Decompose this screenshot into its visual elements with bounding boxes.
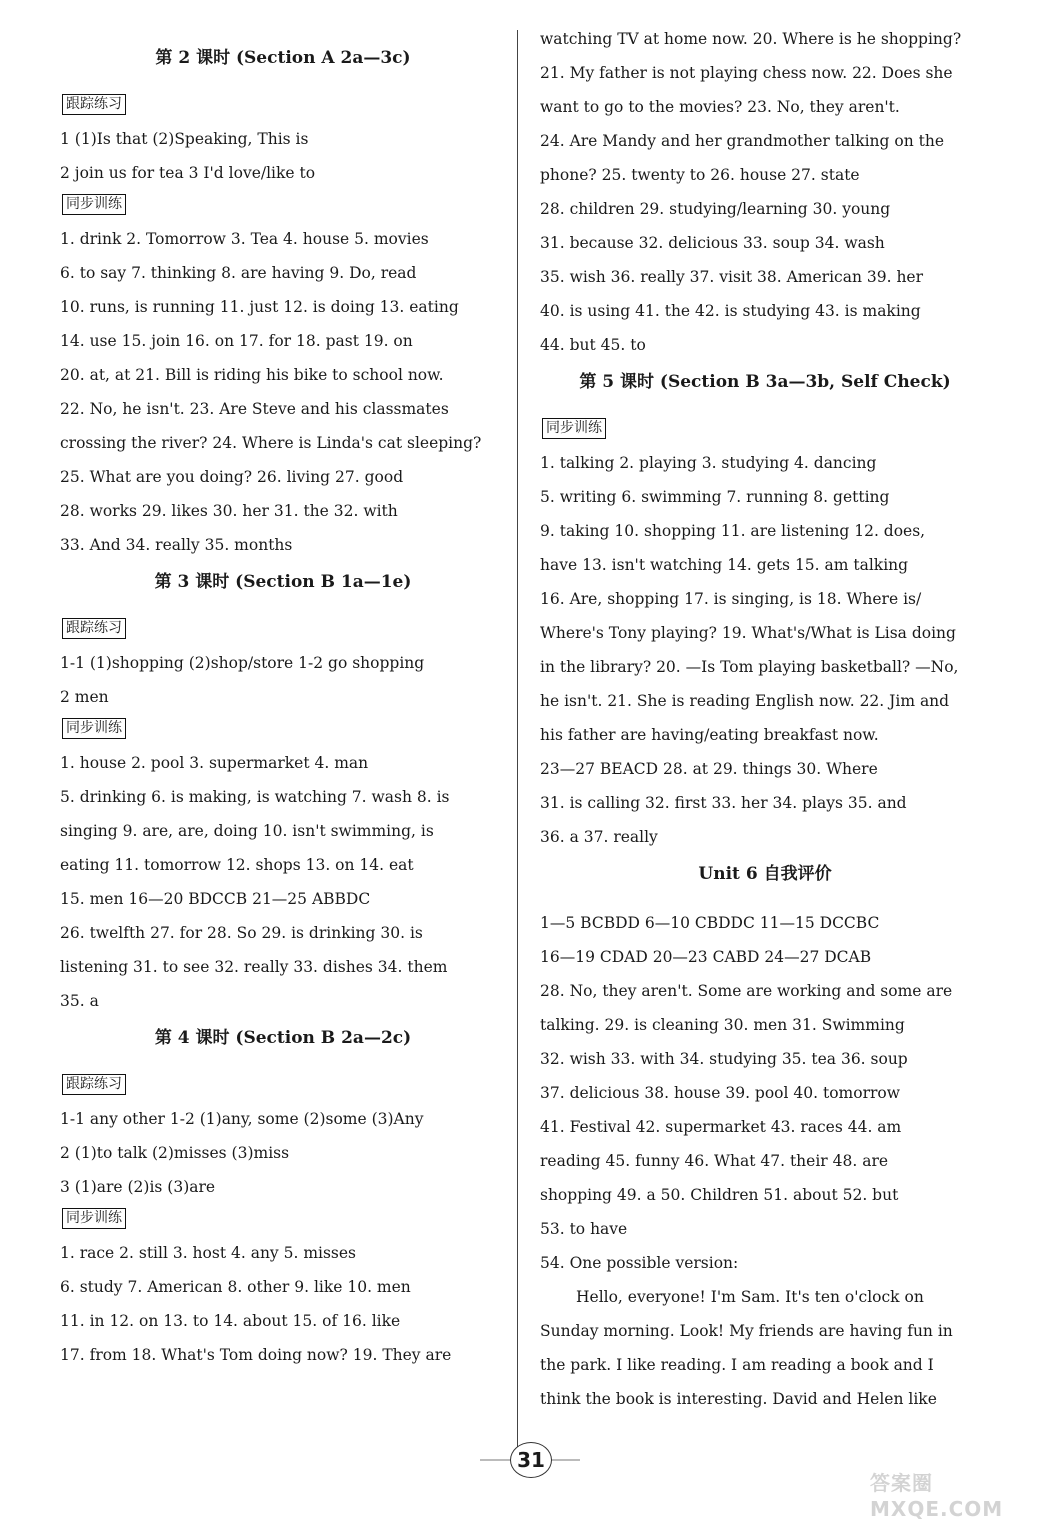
answer-line: 21. My father is not playing chess now. 22. Does she	[540, 64, 953, 82]
answer-line: have 13. isn't watching 14. gets 15. am talking	[540, 556, 909, 574]
answer-line: watching TV at home now. 20. Where is he shopping?	[540, 30, 962, 48]
exercise-tag: 同步训练	[62, 1208, 126, 1229]
exercise-tag: 同步训练	[62, 194, 126, 215]
answer-line: 16. Are, shopping 17. is singing, is 18. Where is/	[540, 590, 922, 608]
exercise-tag-row	[60, 714, 506, 746]
answer-line: 2 men	[60, 688, 109, 706]
answer-line: 22. No, he isn't. 23. Are Steve and his classmates	[60, 400, 449, 418]
answer-line: 40. is using 41. the 42. is studying 43. is making	[540, 302, 921, 320]
answer-line: 54. One possible version:	[540, 1254, 739, 1272]
answer-line: 1—5 BCBDD 6—10 CBDDC 11—15 DCCBC	[540, 914, 880, 932]
answer-line: 15. men 16—20 BDCCB 21—25 ABBDC	[60, 890, 371, 908]
answer-line: think the book is interesting. David and Helen like	[540, 1390, 937, 1408]
answer-line: want to go to the movies? 23. No, they aren't.	[540, 98, 900, 116]
page-number-badge	[480, 1440, 580, 1480]
answer-line: 28. No, they aren't. Some are working and some are	[540, 982, 953, 1000]
answer-line: 5. writing 6. swimming 7. running 8. getting	[540, 488, 890, 506]
answer-line: 35. wish 36. really 37. visit 38. American 39. her	[540, 268, 924, 286]
answer-line: 31. is calling 32. first 33. her 34. plays 35. and	[540, 794, 907, 812]
section-title: 第 5 课时 (Section B 3a—3b, Self Check)	[579, 372, 951, 392]
answer-line: Where's Tony playing? 19. What's/What is Lisa doing	[540, 624, 956, 642]
answer-line: 17. from 18. What's Tom doing now? 19. They are	[60, 1346, 452, 1364]
exercise-tag-row	[60, 1204, 506, 1236]
section-title: 第 3 课时 (Section B 1a—1e)	[154, 572, 412, 592]
answer-line: 9. taking 10. shopping 11. are listening 12. does,	[540, 522, 926, 540]
answer-line: 1. race 2. still 3. host 4. any 5. misses	[60, 1244, 357, 1262]
answer-line: 33. And 34. really 35. months	[60, 536, 293, 554]
exercise-tag: 同步训练	[542, 418, 606, 439]
answer-line: listening 31. to see 32. really 33. dishes 34. them	[60, 958, 448, 976]
page-number: 31	[510, 1442, 552, 1478]
answer-line: shopping 49. a 50. Children 51. about 52. but	[540, 1186, 899, 1204]
section-title: 第 2 课时 (Section A 2a—3c)	[155, 48, 411, 68]
answer-line: 35. a	[60, 992, 99, 1010]
answer-line: 1-1 (1)shopping (2)shop/store 1-2 go shopping	[60, 654, 425, 672]
answer-line: 24. Are Mandy and her grandmother talking on the	[540, 132, 945, 150]
answer-line: 25. What are you doing? 26. living 27. good	[60, 468, 404, 486]
section-title: Unit 6 自我评价	[698, 864, 832, 884]
answer-line: 41. Festival 42. supermarket 43. races 44. am	[540, 1118, 902, 1136]
answer-line: 1. drink 2. Tomorrow 3. Tea 4. house 5. movies	[60, 230, 429, 248]
exercise-tag: 跟踪练习	[62, 618, 126, 639]
answer-line: 2 join us for tea 3 I'd love/like to	[60, 164, 316, 182]
exercise-tag-row	[60, 90, 506, 122]
answer-line: 28. works 29. likes 30. her 31. the 32. with	[60, 502, 398, 520]
answer-line: 1. talking 2. playing 3. studying 4. dancing	[540, 454, 877, 472]
answer-line: 1 (1)Is that (2)Speaking, This is	[60, 130, 309, 148]
answer-line: 3 (1)are (2)is (3)are	[60, 1178, 216, 1196]
section-title: 第 4 课时 (Section B 2a—2c)	[154, 1028, 412, 1048]
answer-line: 37. delicious 38. house 39. pool 40. tomorrow	[540, 1084, 900, 1102]
answer-line: 23—27 BEACD 28. at 29. things 30. Where	[540, 760, 878, 778]
answer-line: 14. use 15. join 16. on 17. for 18. past 19. on	[60, 332, 413, 350]
answer-line: phone? 25. twenty to 26. house 27. state	[540, 166, 860, 184]
answer-line: 20. at, at 21. Bill is riding his bike to school now.	[60, 366, 444, 384]
answer-line: 44. but 45. to	[540, 336, 646, 354]
answer-line: reading 45. funny 46. What 47. their 48. are	[540, 1152, 889, 1170]
answer-line: 32. wish 33. with 34. studying 35. tea 36. soup	[540, 1050, 908, 1068]
exercise-tag: 跟踪练习	[62, 1074, 126, 1095]
answer-line: 10. runs, is running 11. just 12. is doing 13. eating	[60, 298, 459, 316]
answer-line: 36. a 37. really	[540, 828, 658, 846]
exercise-tag-row	[540, 414, 990, 446]
answer-line: the park. I like reading. I am reading a book and I	[540, 1356, 934, 1374]
right-column	[540, 22, 990, 1416]
answer-line: 31. because 32. delicious 33. soup 34. wash	[540, 234, 885, 252]
answer-line: 1. house 2. pool 3. supermarket 4. man	[60, 754, 369, 772]
answer-line: 6. to say 7. thinking 8. are having 9. Do, read	[60, 264, 417, 282]
exercise-tag: 同步训练	[62, 718, 126, 739]
answer-line: 2 (1)to talk (2)misses (3)miss	[60, 1144, 290, 1162]
answer-line: he isn't. 21. She is reading English now. 22. Jim and	[540, 692, 950, 710]
answer-line: 6. study 7. American 8. other 9. like 10. men	[60, 1278, 411, 1296]
answer-line: his father are having/eating breakfast now.	[540, 726, 879, 744]
answer-line: 11. in 12. on 13. to 14. about 15. of 16. like	[60, 1312, 401, 1330]
watermark-logo: 答案圈 MXQE.COM	[870, 1471, 1004, 1521]
answer-line: talking. 29. is cleaning 30. men 31. Swimming	[540, 1016, 905, 1034]
answer-line: 5. drinking 6. is making, is watching 7. wash 8. is	[60, 788, 450, 806]
answer-line: Sunday morning. Look! My friends are having fun in	[540, 1322, 953, 1340]
answer-line: Hello, everyone! I'm Sam. It's ten o'clock on	[576, 1288, 924, 1306]
exercise-tag-row	[60, 614, 506, 646]
exercise-tag-row	[60, 190, 506, 222]
exercise-tag: 跟踪练习	[62, 94, 126, 115]
answer-line: 16—19 CDAD 20—23 CABD 24—27 DCAB	[540, 948, 872, 966]
left-column	[60, 22, 506, 1372]
answer-line: eating 11. tomorrow 12. shops 13. on 14. eat	[60, 856, 414, 874]
answer-line: 1-1 any other 1-2 (1)any, some (2)some (3)Any	[60, 1110, 424, 1128]
answer-line: crossing the river? 24. Where is Linda's cat sleeping?	[60, 434, 482, 452]
answer-line: singing 9. are, are, doing 10. isn't swimming, is	[60, 822, 434, 840]
column-divider	[517, 30, 518, 1450]
answer-line: 26. twelfth 27. for 28. So 29. is drinking 30. is	[60, 924, 423, 942]
exercise-tag-row	[60, 1070, 506, 1102]
answer-line: 28. children 29. studying/learning 30. young	[540, 200, 891, 218]
answer-line: 53. to have	[540, 1220, 628, 1238]
answer-line: in the library? 20. —Is Tom playing basketball? —No,	[540, 658, 959, 676]
